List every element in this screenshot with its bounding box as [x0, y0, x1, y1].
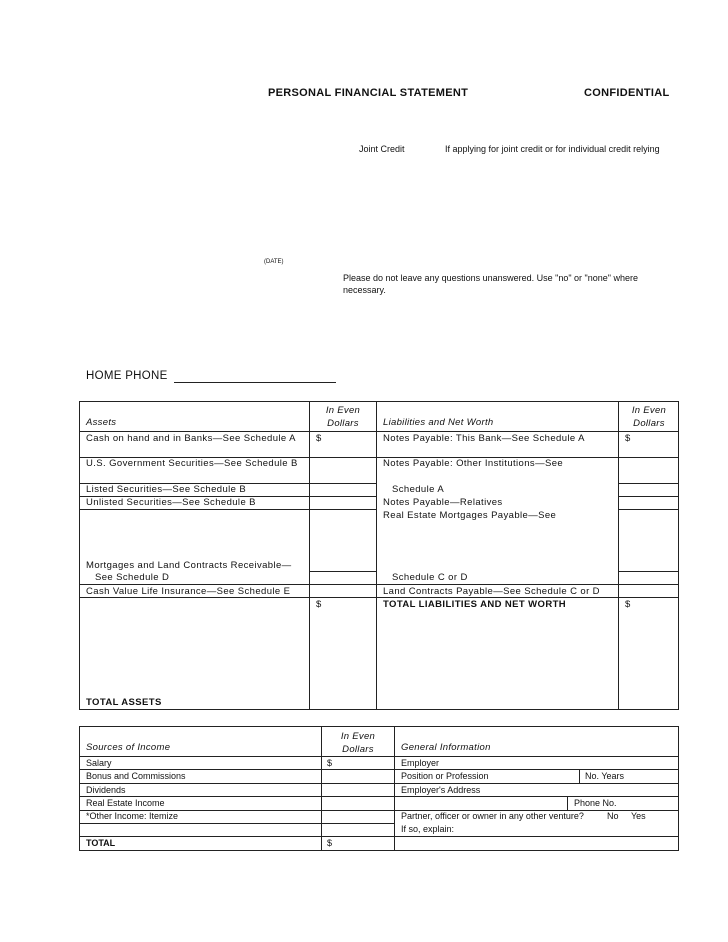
joint-credit-note: If applying for joint credit or for individual credit relying: [445, 144, 660, 154]
joint-credit-label: Joint Credit: [359, 144, 405, 154]
liab-schedule-a: Schedule A: [392, 484, 445, 495]
total-assets-label: TOTAL ASSETS: [86, 697, 162, 708]
page-title: PERSONAL FINANCIAL STATEMENT: [268, 87, 469, 99]
divider: [79, 431, 679, 432]
income-salary: Salary: [86, 758, 112, 768]
income-real-estate: Real Estate Income: [86, 798, 165, 808]
col-header-liabilities: Liabilities and Net Worth: [383, 417, 494, 428]
income-bonus: Bonus and Commissions: [86, 771, 186, 781]
divider: [376, 401, 377, 710]
divider: [309, 571, 376, 572]
divider: [618, 483, 679, 484]
divider: [79, 796, 679, 797]
divider: [79, 597, 679, 598]
col-header-assets: Assets: [86, 417, 117, 428]
col-header-general: General Information: [401, 742, 491, 753]
col-header-sources: Sources of Income: [86, 742, 171, 753]
general-no-option[interactable]: No: [607, 811, 619, 821]
divider: [618, 571, 679, 572]
asset-mortgages-cont: See Schedule D: [95, 572, 170, 583]
dollar-sign: $: [327, 758, 333, 768]
divider: [309, 483, 376, 484]
divider: [321, 726, 322, 851]
general-phone: Phone No.: [574, 798, 617, 808]
liab-notes-relatives: Notes Payable—Relatives: [383, 497, 503, 508]
dollar-sign: $: [316, 433, 322, 444]
liab-schedule-cd: Schedule C or D: [392, 572, 468, 583]
liab-land-contracts: Land Contracts Payable—See Schedule C or D: [383, 586, 600, 597]
divider: [567, 796, 568, 810]
date-label: (DATE): [264, 259, 284, 265]
general-explain: If so, explain:: [401, 824, 455, 834]
divider: [79, 823, 395, 824]
divider: [79, 756, 679, 757]
dollar-sign: $: [625, 433, 631, 444]
general-yes-option[interactable]: Yes: [631, 811, 646, 821]
general-employer: Employer: [401, 758, 440, 768]
general-years: No. Years: [585, 771, 625, 781]
divider: [79, 509, 309, 510]
liab-notes-other: Notes Payable: Other Institutions—See: [383, 458, 564, 469]
home-phone-field[interactable]: [174, 382, 336, 383]
divider: [79, 783, 679, 784]
asset-listed: Listed Securities—See Schedule B: [86, 484, 247, 495]
confidential-label: CONFIDENTIAL: [584, 87, 670, 99]
general-position: Position or Profession: [401, 771, 489, 781]
liab-notes-bank: Notes Payable: This Bank—See Schedule A: [383, 433, 585, 444]
divider: [618, 509, 679, 510]
asset-us-gov: U.S. Government Securities—See Schedule B: [86, 458, 298, 469]
dollar-sign: $: [327, 838, 333, 848]
col-header-even-dollars: In Even Dollars: [631, 405, 667, 429]
liab-re-mortgages: Real Estate Mortgages Payable—See: [383, 510, 557, 521]
income-total-label: TOTAL: [86, 838, 116, 848]
divider: [309, 401, 310, 710]
dollar-sign: $: [625, 599, 631, 610]
home-phone-label: HOME PHONE: [86, 370, 168, 382]
asset-mortgages: Mortgages and Land Contracts Receivable—: [86, 560, 292, 571]
divider: [618, 401, 619, 710]
asset-unlisted: Unlisted Securities—See Schedule B: [86, 497, 256, 508]
income-other: *Other Income: Itemize: [86, 811, 179, 821]
divider: [79, 584, 679, 585]
divider: [79, 769, 679, 770]
divider: [618, 496, 679, 497]
general-partner: Partner, officer or owner in any other venture?: [401, 811, 584, 821]
instructions: Please do not leave any questions unanswered. Use "no" or "none" where necessary.: [343, 273, 638, 295]
income-dividends: Dividends: [86, 785, 126, 795]
general-address: Employer's Address: [401, 785, 481, 795]
col-header-even-dollars: In Even Dollars: [325, 405, 361, 429]
table-border: [79, 401, 679, 710]
divider: [394, 726, 395, 851]
asset-cash: Cash on hand and in Banks—See Schedule A: [86, 433, 296, 444]
asset-cash-value: Cash Value Life Insurance—See Schedule E: [86, 586, 291, 597]
divider: [79, 836, 679, 837]
col-header-even-dollars: In Even Dollars: [340, 731, 376, 755]
divider: [579, 769, 580, 783]
divider: [309, 509, 376, 510]
dollar-sign: $: [316, 599, 322, 610]
total-liabilities-label: TOTAL LIABILITIES AND NET WORTH: [383, 599, 567, 610]
divider: [309, 496, 376, 497]
